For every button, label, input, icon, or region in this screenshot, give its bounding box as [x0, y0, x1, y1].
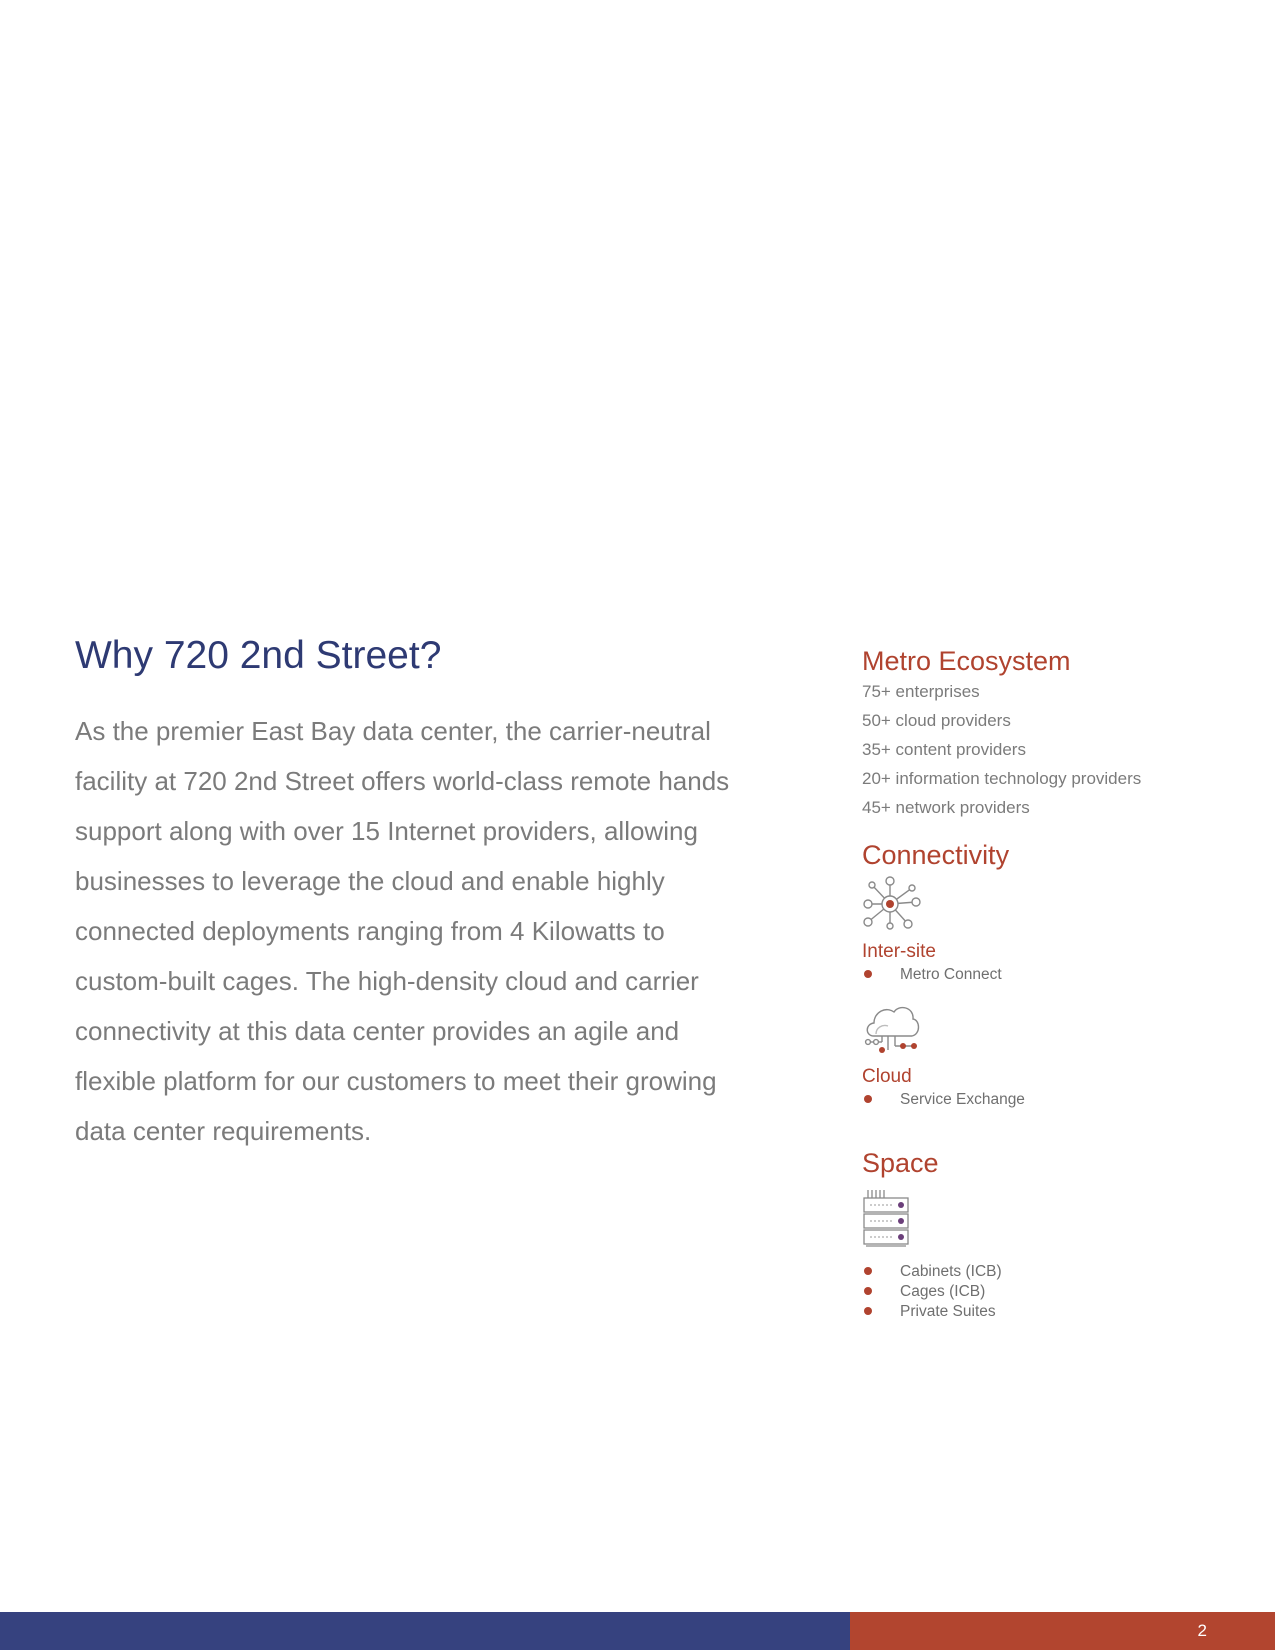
list-item-label: Metro Connect [900, 966, 1002, 983]
list-item [862, 965, 1002, 985]
list-item: 20+ information technology providers [862, 769, 1142, 788]
list-item [862, 1090, 1025, 1110]
bullet-dot [864, 1095, 872, 1103]
list-item [862, 1262, 1002, 1282]
list-item: 45+ network providers [862, 798, 1030, 817]
list-item: 75+ enterprises [862, 682, 980, 701]
space-list [862, 1262, 1002, 1322]
intro-paragraph: As the premier East Bay data center, the carrier-neutral facility at 720 2nd Street offers world-class remote hands support along with over 15 Internet providers, allowing businesses to leverage the cloud and enable highly connected deployments ranging from 4 Kilowatts to custom-built cages. The high-density cloud and carrier connectivity at this data center provides an agile and flexible platform for our customers to meet their growing data center requirements. [75, 716, 730, 1146]
list-item: 35+ content providers [862, 740, 1026, 759]
bullet-dot [864, 1307, 872, 1315]
footer-bar-left [0, 1612, 850, 1650]
cloud-label: Cloud [862, 1066, 912, 1087]
list-item-label: Service Exchange [900, 1091, 1025, 1108]
bullet-dot [864, 1267, 872, 1275]
metro-ecosystem-heading: Metro Ecosystem [862, 646, 1071, 676]
footer-bar-right [850, 1612, 1275, 1650]
page-number: 2 [1197, 1621, 1207, 1640]
connectivity-section [862, 838, 1242, 1118]
space-heading: Space [862, 1148, 939, 1178]
list-item-label: Cages (ICB) [900, 1283, 986, 1300]
connectivity-heading: Connectivity [862, 840, 1010, 870]
space-section [862, 1146, 1242, 1326]
list-item-label: Cabinets (ICB) [900, 1263, 1002, 1280]
metro-ecosystem-list [862, 677, 1242, 822]
inter-site-label: Inter-site [862, 941, 936, 962]
bullet-dot [864, 1287, 872, 1295]
list-item [862, 1302, 1002, 1322]
metro-ecosystem-section [862, 644, 1242, 822]
list-item-label: Private Suites [900, 1303, 996, 1320]
cloud-list [862, 1090, 1025, 1110]
page-title: Why 720 2nd Street? [75, 634, 442, 677]
list-item [862, 1282, 1002, 1302]
cloud-network-icon [862, 1000, 924, 1058]
list-item: 50+ cloud providers [862, 711, 1011, 730]
server-rack-icon [862, 1188, 912, 1248]
network-hub-icon [862, 875, 922, 933]
inter-site-list [862, 965, 1002, 985]
bullet-dot [864, 970, 872, 978]
